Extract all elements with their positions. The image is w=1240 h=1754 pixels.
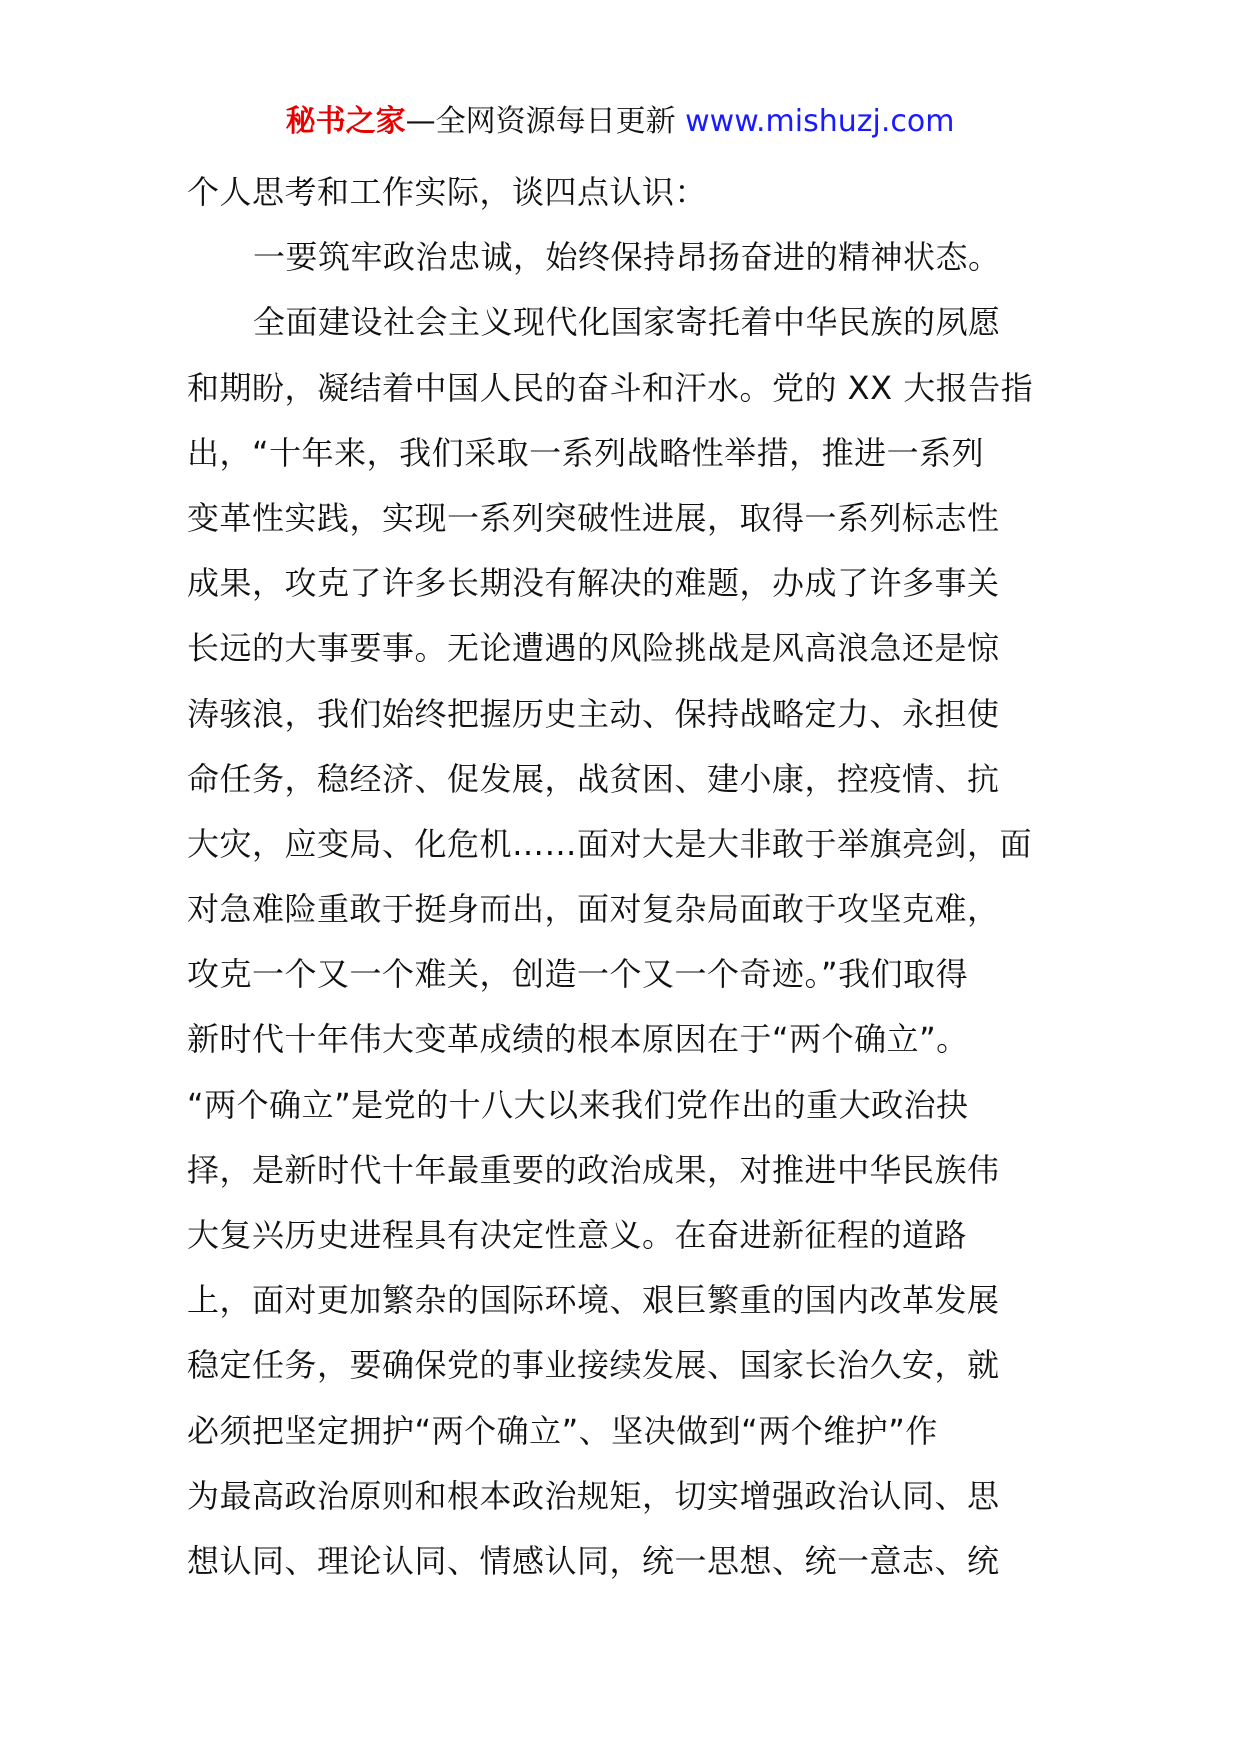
body-line: 为最高政治原则和根本政治规矩，切实增强政治认同、思 (187, 1476, 1000, 1515)
body-line: 成果，攻克了许多长期没有解决的难题，办成了许多事关 (187, 564, 1000, 603)
paragraph-first-line: 全面建设社会主义现代化国家寄托着中华民族的夙愿 (253, 303, 1001, 342)
document-body (187, 160, 1057, 1594)
body-line: 涛骇浪，我们始终把握历史主动、保持战略定力、永担使 (187, 694, 1000, 733)
body-line: 必须把坚定拥护“两个确立”、坚决做到“两个维护”作 (187, 1411, 938, 1450)
page-header (0, 100, 1240, 144)
body-line: 和期盼，凝结着中国人民的奋斗和汗水。党的 XX 大报告指 (187, 368, 1034, 407)
body-line: 攻克一个又一个难关，创造一个又一个奇迹。”我们取得 (187, 955, 969, 994)
brand-name: 秘书之家 (285, 104, 406, 139)
body-line: 长远的大事要事。无论遭遇的风险挑战是风高浪急还是惊 (187, 629, 1000, 668)
body-line: 大灾，应变局、化危机……面对大是大非敢于举旗亮剑，面 (187, 824, 1033, 863)
body-line: 个人思考和工作实际，谈四点认识： (187, 173, 708, 211)
body-line: 想认同、理论认同、情感认同，统一思想、统一意志、统 (187, 1541, 1000, 1580)
body-line: 变革性实践，实现一系列突破性进展，取得一系列标志性 (187, 498, 1000, 537)
body-line: 新时代十年伟大变革成绩的根本原因在于“两个确立”。 (187, 1020, 969, 1059)
body-line: “两个确立”是党的十八大以来我们党作出的重大政治抉 (187, 1085, 969, 1124)
body-line: 大复兴历史进程具有决定性意义。在奋进新征程的道路 (187, 1216, 968, 1254)
header-tagline: —全网资源每日更新 (405, 104, 686, 139)
body-line: 命任务，稳经济、促发展，战贫困、建小康，控疫情、抗 (187, 759, 1000, 798)
body-line: 出，“十年来，我们采取一系列战略性举措，推进一系列 (187, 433, 985, 472)
section-heading: 一要筑牢政治忠诚，始终保持昂扬奋进的精神状态。 (253, 238, 1001, 277)
website-link[interactable]: www.mishuzj.com (685, 104, 955, 139)
body-line: 对急难险重敢于挺身而出，面对复杂局面敢于攻坚克难， (187, 890, 1000, 929)
body-line: 稳定任务，要确保党的事业接续发展、国家长治久安，就 (187, 1346, 1000, 1385)
body-line: 上，面对更加繁杂的国际环境、艰巨繁重的国内改革发展 (187, 1281, 1000, 1320)
body-line: 择，是新时代十年最重要的政治成果，对推进中华民族伟 (187, 1150, 1000, 1189)
